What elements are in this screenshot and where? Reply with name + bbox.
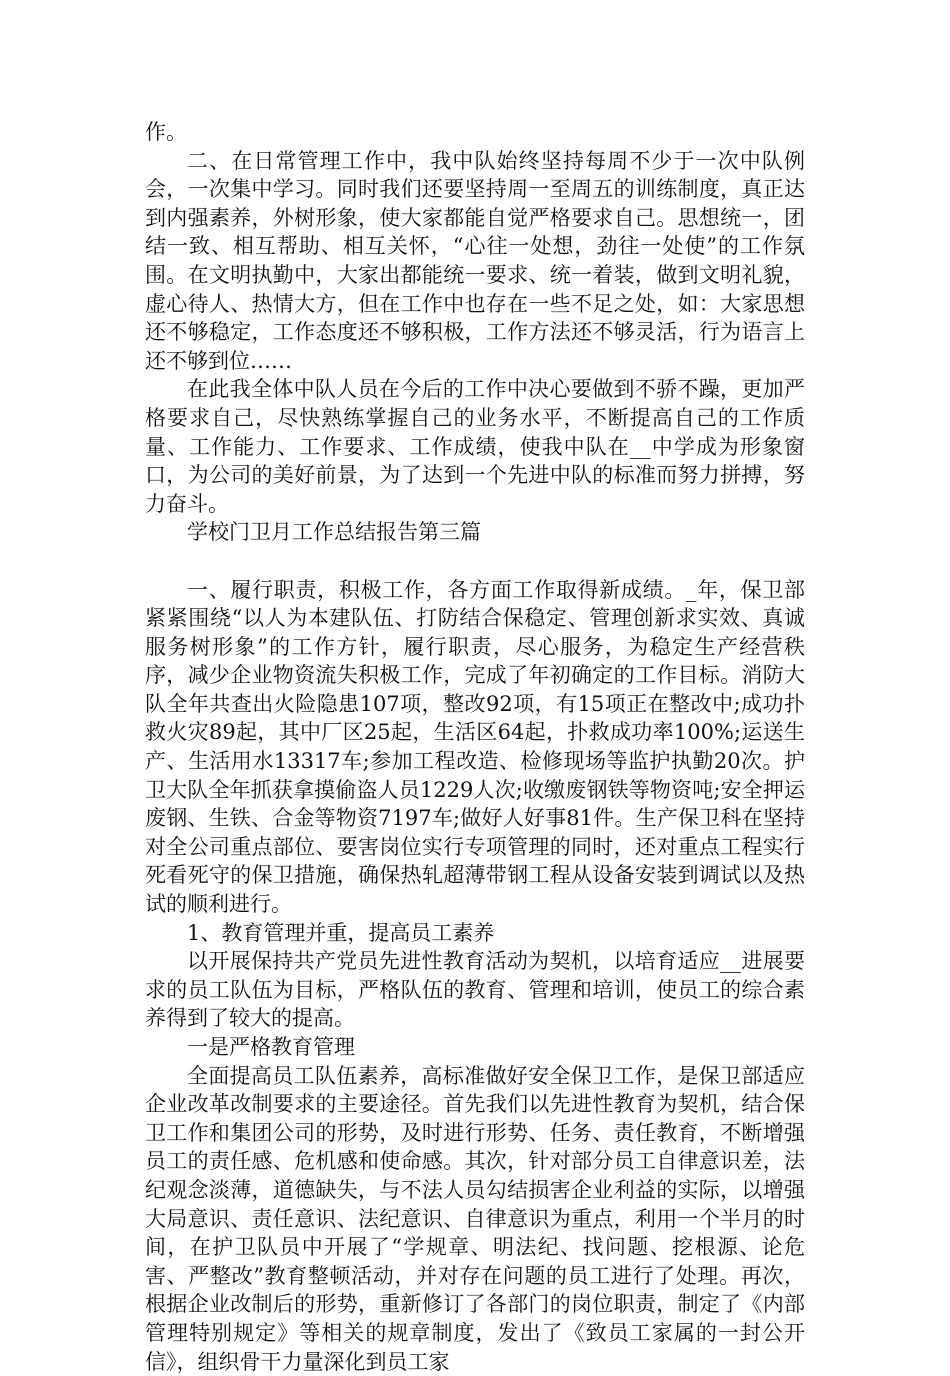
subheading-education-management: 1、教育管理并重，提高员工素养 [187, 920, 495, 945]
section-title: 学校门卫月工作总结报告第三篇 [187, 520, 481, 545]
paragraph-continuation: 作。 [145, 120, 187, 144]
paragraph-team-quality: 全面提高员工队伍素养，高标准做好安全保卫工作，是保卫部适应企业改革改制要求的主要途径。首先我们以先进性教育为契机，结合保卫工作和集团公司的形势，及时进行形势、任务、责任教育，不断增强员工的责任感、危机感和使命感。其次，针对部分员工自律意识差，法纪观念淡薄，道德缺失，与不法人员勾结损害企业利益的实际，以增强大局意识、责任意识、法纪意识、自律意识为重点，利用一个半月的时间，在护卫队员中开展了“学规章、明法纪、找问题、挖根源、论危害、严整改”教育整顿活动，并对存在问题的员工进行了处理。再次，根据企业改制后的形势，重新修订了各部门的岗位职责，制定了《内部管理特别规定》等相关的规章制度，发出了《致员工家属的一封公开信》，组织骨干力量深化到员工家 [145, 1063, 805, 1374]
paragraph-education-activity: 以开展保持共产党员先进性教育活动为契机，以培育适应__进展要求的员工队伍为目标，严格队伍的教育、管理和培训，使员工的综合素养得到了较大的提高。 [145, 949, 805, 1031]
paragraph-future-commitment: 在此我全体中队人员在今后的工作中决心要做到不骄不躁，更加严格要求自己，尽快熟练掌握自己的业务水平，不断提高自己的工作质量、工作能力、工作要求、工作成绩，使我中队在__中学成为形象窗口，为公司的美好前景，为了达到一个先进中队的标准而努力拼搏，努力奋斗。 [145, 377, 805, 516]
paragraph-duties-achievements: 一、履行职责，积极工作，各方面工作取得新成绩。_年，保卫部紧紧围绕“以人为本建队伍、打防结合保稳定、管理创新求实效、真诚服务树形象”的工作方针，履行职责，尽心服务，为稳定生产经营秩序，减少企业物资流失积极工作，完成了年初确定的工作目标。消防大队全年共查出火险隐患107项，整改92项，有15项正在整改中;成功扑救火灾89起，其中厂区25起，生活区64起，扑救成功率100%;运送生产、生活用水13317车;参加工程改造、检修现场等监护执勤20次。护卫大队全年抓获拿摸偷盗人员1229人次;收缴废钢铁等物资吨;安全押运废钢、生铁、合金等物资7197车;做好人好事81件。生产保卫科在坚持对全公司重点部位、要害岗位实行专项管理的同时，还对重点工程实行死看死守的保卫措施，确保热轧超薄带钢工程从设备安装到调试以及热试的顺利进行。 [145, 577, 805, 917]
paragraph-daily-management: 二、在日常管理工作中，我中队始终坚持每周不少于一次中队例会，一次集中学习。同时我们还要坚持周一至周五的训练制度，真正达到内强素养，外树形象，使大家都能自觉严格要求自己。思想统一，团结一致、相互帮助、相互关怀，“心往一处想，劲往一处使”的工作氛围。在文明执勤中，大家出都能统一要求、统一着装，做到文明礼貌，虚心待人、热情大方，但在工作中也存在一些不足之处，如：大家思想还不够稳定，工作态度还不够积极，工作方法还不够灵活，行为语言上还不够到位…… [145, 148, 805, 373]
document-page [145, 118, 805, 1376]
blank-line [145, 547, 805, 576]
subheading-strict-education: 一是严格教育管理 [187, 1035, 355, 1059]
